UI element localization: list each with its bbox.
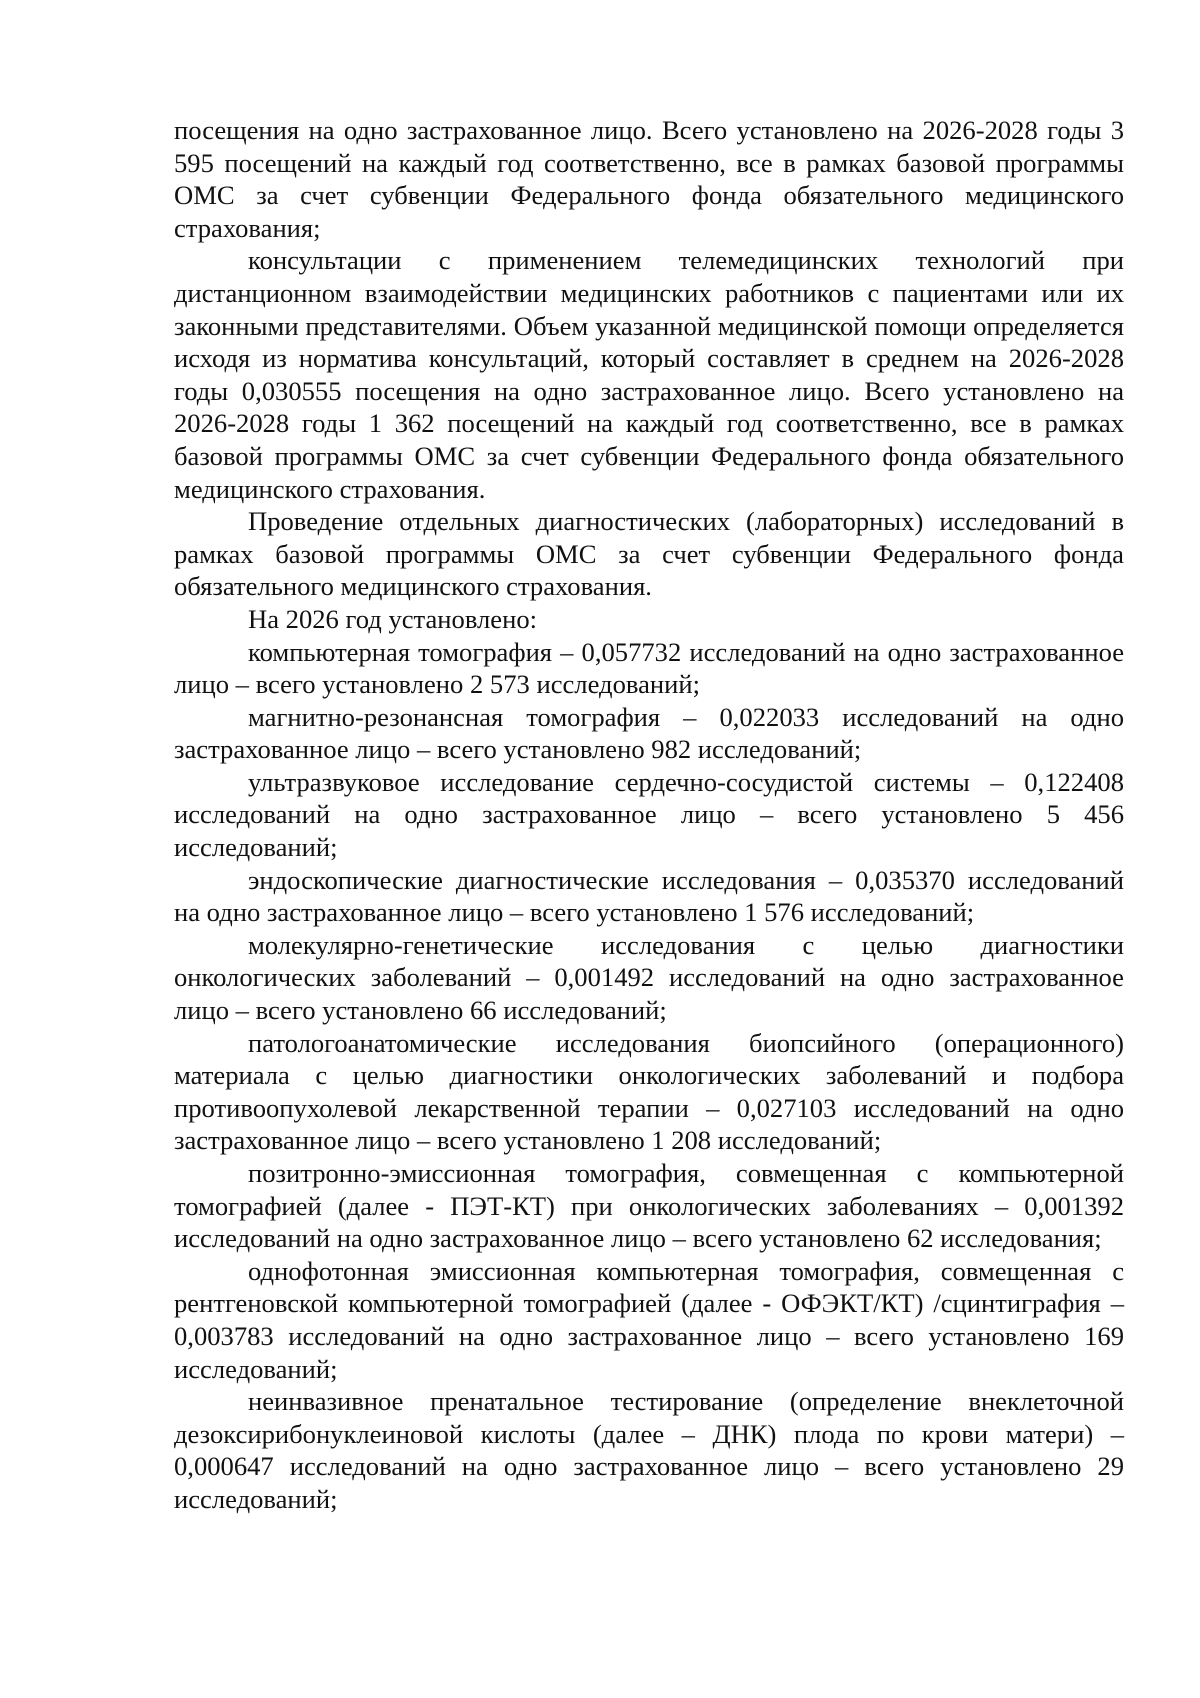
- paragraph-ct: компьютерная томография – 0,057732 исследований на одно застрахованное лицо – всего установлено 2 573 исследований;: [174, 636, 1124, 700]
- paragraph-year-heading: На 2026 год установлено:: [248, 603, 538, 634]
- paragraph-telemedicine: консультации с применением телемедицинских технологий при дистанционном взаимодействии медицинских работников с пациентами или их законными представителями. Объем указанной медицинской помощи определяется исходя из норматива консультаций, который составляет в среднем на 2026-2028 годы 0,030555 посещения на одно застрахованное лицо. Всего установлено на 2026-2028 годы 1 362 посещений на каждый год соответственно, все в рамках базовой программы ОМС за счет субвенции Федерального фонда обязательного медицинского страхования.: [174, 245, 1124, 504]
- paragraph-nipt: неинвазивное пренатальное тестирование (определение внеклеточной дезоксирибонуклеиновой кислоты (далее – ДНК) плода по крови матери) – 0,000647 исследований на одно застрахованное лицо – всего установлено 29 исследований;: [174, 1386, 1124, 1514]
- paragraph-diagnostics-intro: Проведение отдельных диагностических (лабораторных) исследований в рамках базовой программы ОМС за счет субвенции Федерального фонда обязательного медицинского страхования.: [174, 506, 1124, 602]
- paragraph-mri: магнитно-резонансная томография – 0,022033 исследований на одно застрахованное лицо – всего установлено 982 исследований;: [174, 701, 1124, 765]
- paragraph-spect-ct: однофотонная эмиссионная компьютерная томография, совмещенная с рентгеновской компьютерной томографией (далее - ОФЭКТ/КТ) /сцинтиграфия – 0,003783 исследований на одно застрахованное лицо – всего установлено 169 исследований;: [174, 1255, 1124, 1384]
- paragraph-ultrasound: ультразвуковое исследование сердечно-сосудистой системы – 0,122408 исследований на одно застрахованное лицо – всего установлено 5 456 исследований;: [174, 766, 1124, 863]
- paragraph-pathology: патологоанатомические исследования биопсийного (операционного) материала с целью диагностики онкологических заболеваний и подбора противоопухолевой лекарственной терапии – 0,027103 исследований на одно застрахованное лицо – всего установлено 1 208 исследований;: [174, 1027, 1124, 1156]
- paragraph-molecular-genetic: молекулярно-генетические исследования с целью диагностики онкологических заболеваний – 0,001492 исследований на одно застрахованное лицо – всего установлено 66 исследований;: [174, 929, 1124, 1026]
- paragraph-visits-norm: посещения на одно застрахованное лицо. Всего установлено на 2026-2028 годы 3 595 посещений на каждый год соответственно, все в рамках базовой программы ОМС за счет субвенции Федерального фонда обязательного медицинского страхования;: [174, 115, 1124, 243]
- paragraph-pet-ct: позитронно-эмиссионная томография, совмещенная с компьютерной томографией (далее - ПЭТ-КТ) при онкологических заболеваниях – 0,001392 исследований на одно застрахованное лицо – всего установлено 62 исследования;: [174, 1158, 1124, 1254]
- document-page: [174, 114, 1124, 1516]
- paragraph-endoscopy: эндоскопические диагностические исследования – 0,035370 исследований на одно застрахованное лицо – всего установлено 1 576 исследований;: [174, 864, 1124, 928]
